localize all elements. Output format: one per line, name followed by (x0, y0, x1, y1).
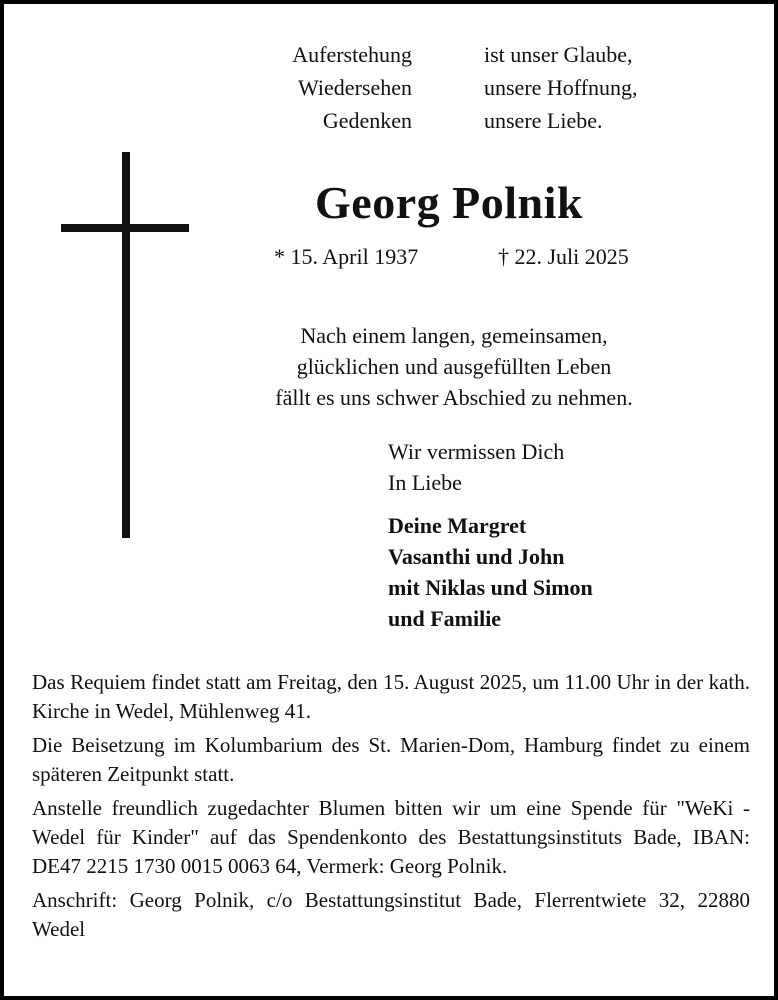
farewell-sentence (214, 320, 694, 413)
sentence-line: glücklichen und ausgefüllten Leben (296, 354, 612, 379)
motto-right-line: unsere Hoffnung, (484, 75, 638, 100)
obituary-notice (4, 4, 774, 996)
motto-left-line: Gedenken (322, 108, 412, 133)
deceased-name: Georg Polnik (315, 177, 583, 228)
birth-date: * 15. April 1937 (274, 244, 419, 269)
cross-horizontal-bar (61, 224, 189, 232)
donation-note: Anstelle freundlich zugedachter Blumen bitten wir um eine Spende für "WeKi - Wedel für Kinder" auf das Spendenkonto des Bestattungsinstituts Bade, IBAN: DE47 2215 1730 0015 0063 64, Vermerk: Georg Polnik. (32, 796, 750, 878)
motto-left-line: Wiedersehen (298, 75, 412, 100)
sentence-line: fällt es uns schwer Abschied zu nehmen. (275, 385, 633, 410)
motto-left-column (292, 38, 412, 137)
mourner-line: und Familie (388, 606, 502, 631)
closing-words (388, 436, 564, 498)
sentence-line: Nach einem langen, gemeinsamen, (300, 323, 608, 348)
closing-line: Wir vermissen Dich (388, 439, 565, 464)
mourners-list (388, 510, 593, 634)
motto-right-line: unsere Liebe. (484, 108, 603, 133)
motto-left-line: Auferstehung (292, 42, 412, 67)
mourner-line: Vasanthi und John (388, 544, 565, 569)
requiem-note: Das Requiem findet statt am Freitag, den 15. August 2025, um 11.00 Uhr in der kath. Kirche in Wedel, Mühlenweg 41. (32, 670, 750, 723)
mourner-line: Deine Margret (388, 513, 527, 538)
mourner-line: mit Niklas und Simon (388, 575, 593, 600)
death-date: † 22. Juli 2025 (498, 244, 629, 269)
address-note: Anschrift: Georg Polnik, c/o Bestattungsinstitut Bade, Flerrentwiete 32, 22880 Wedel (32, 888, 750, 941)
funeral-details (32, 668, 750, 949)
motto-right-column (484, 38, 638, 137)
motto-right-line: ist unser Glaube, (484, 42, 633, 67)
burial-note: Die Beisetzung im Kolumbarium des St. Marien-Dom, Hamburg findet zu einem späteren Zeitpunkt statt. (32, 733, 750, 786)
closing-line: In Liebe (388, 470, 462, 495)
cross-vertical-bar (122, 152, 130, 538)
